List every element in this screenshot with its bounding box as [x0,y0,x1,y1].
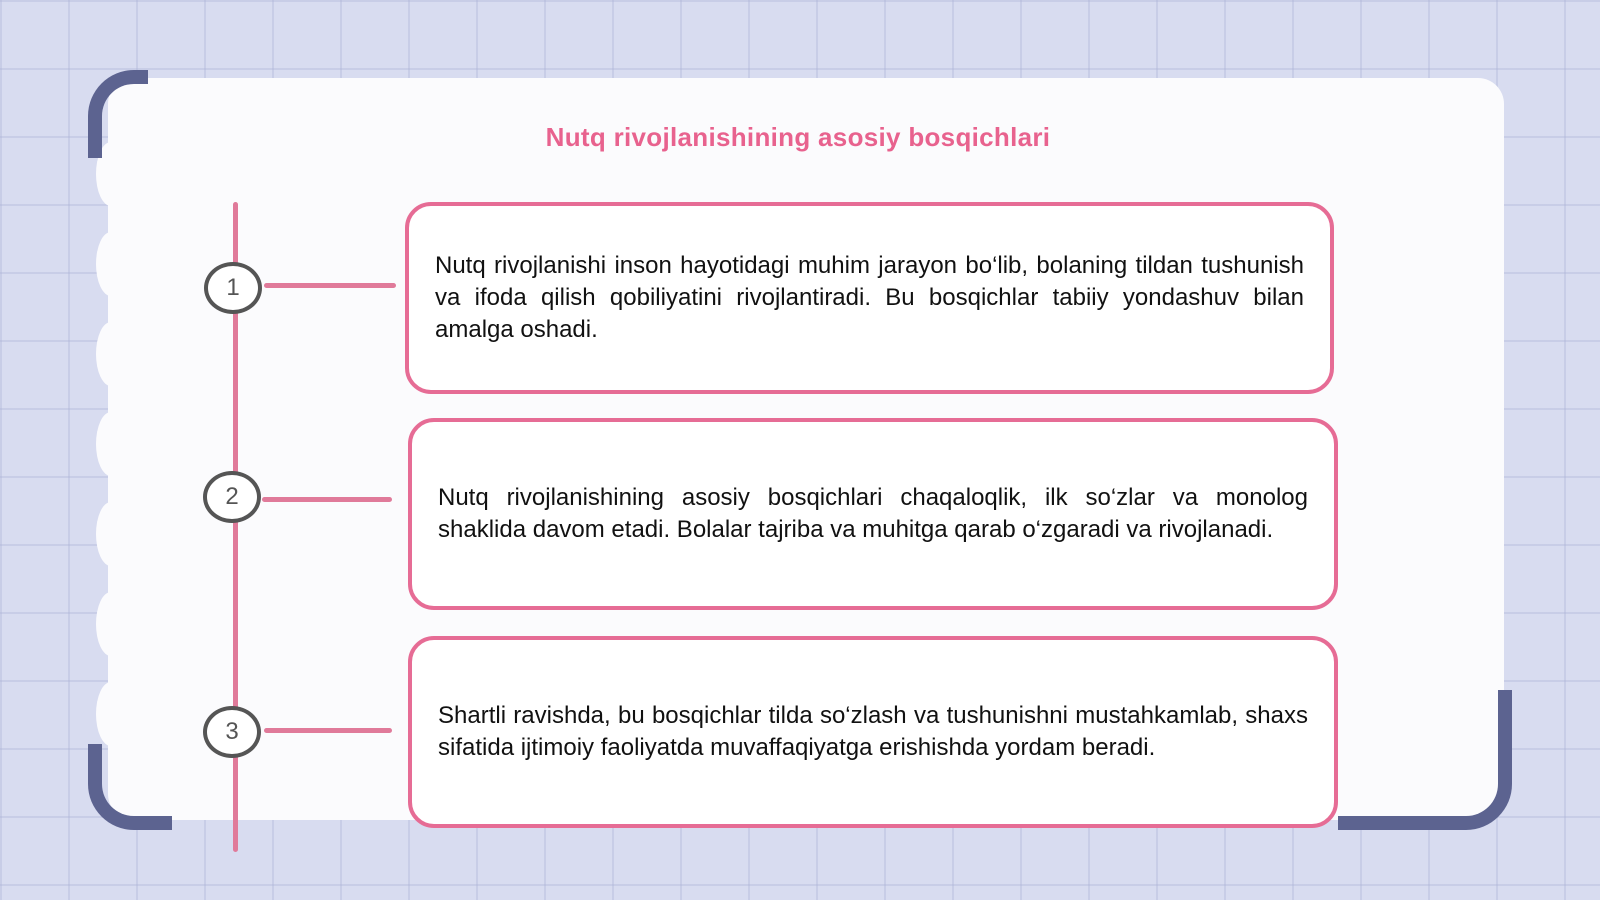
card-scallop [96,232,126,296]
card-scallop [96,502,126,566]
step-number-circle: 3 [203,706,261,758]
card-scallop [96,682,126,746]
card-scallop [96,592,126,656]
timeline-connector [262,497,392,502]
card-scallop [96,412,126,476]
timeline-connector [264,283,396,288]
step-description: Shartli ravishda, bu bosqichlar tilda so‘zlash va tushunishni mustahkamlab, shaxs sifatida ijtimoiy faoliyatda muvaffaqiyatga erishishda yordam beradi. [438,702,1308,761]
step-number-circle: 2 [203,471,261,523]
step-card [405,202,1334,394]
card-scallop [96,322,126,386]
step-description: Nutq rivojlanishi inson hayotidagi muhim jarayon bo‘lib, bolaning tildan tushunish va ifoda qilish qobiliyatini rivojlantiradi. Bu bosqichlar tabiiy yondashuv bilan amalga oshadi. [435,252,1304,343]
slide-title: Nutq rivojlanishining asosiy bosqichlari [545,122,1051,152]
timeline-connector [264,728,392,733]
step-card [408,418,1338,610]
step-card [408,636,1338,828]
step-number-circle: 1 [204,262,262,314]
corner-bracket-bottom-right [1338,690,1512,830]
corner-bracket-bottom-left [88,744,172,830]
step-description: Nutq rivojlanishining asosiy bosqichlari chaqaloqlik, ilk so‘zlar va monolog shaklida davom etadi. Bolalar tajriba va muhitga qarab o‘zgaradi va rivojlanadi. [438,484,1308,543]
